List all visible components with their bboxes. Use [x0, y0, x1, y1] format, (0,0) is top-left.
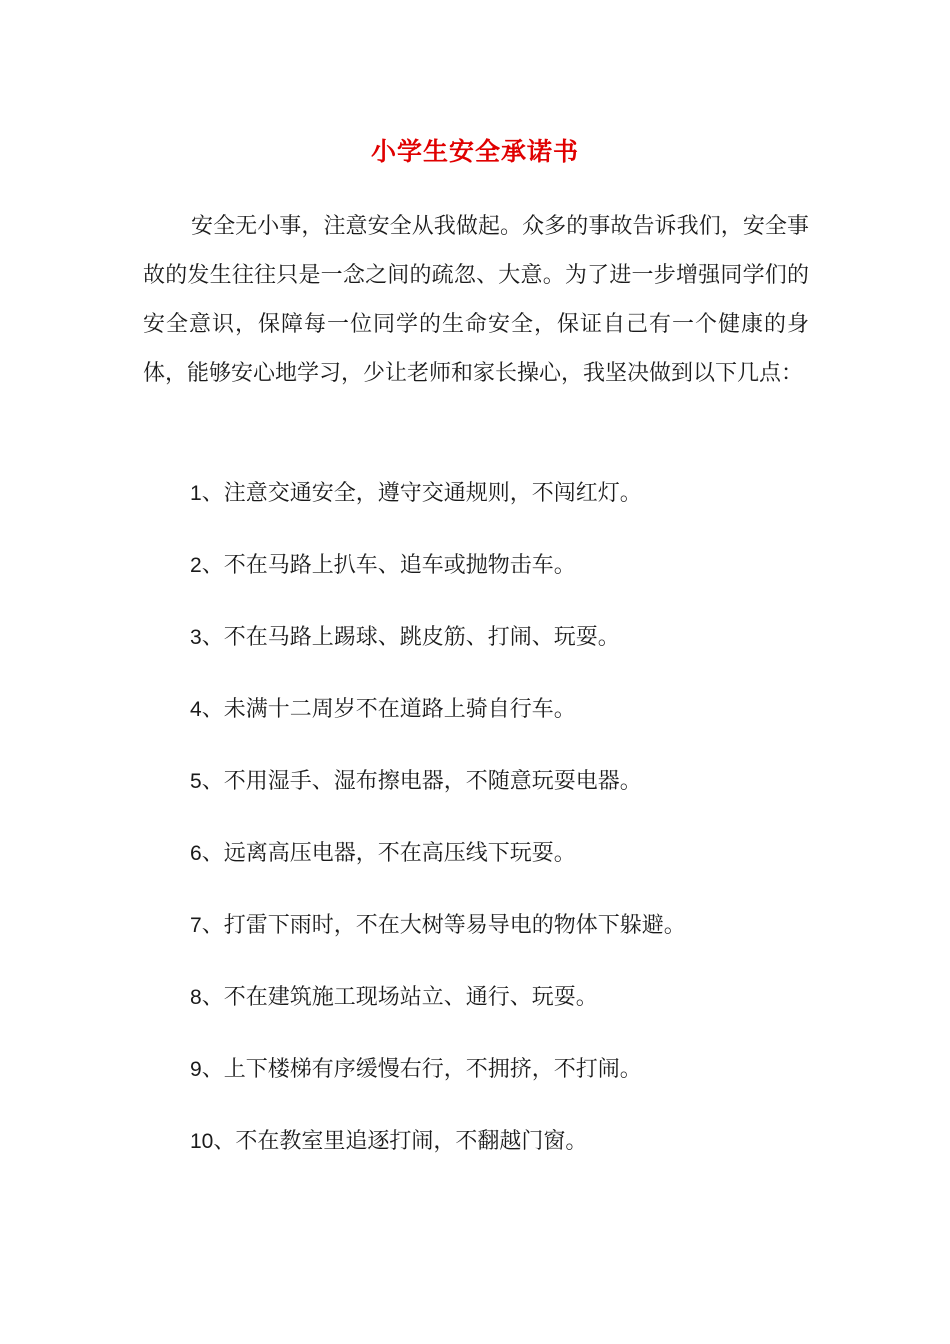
- pledge-item: [190, 1048, 830, 1120]
- document-title: 小学生安全承诺书: [370, 137, 579, 166]
- pledge-item: [190, 616, 830, 688]
- pledge-item-text: 、不在建筑施工现场站立、通行、玩耍。: [201, 985, 598, 1010]
- pledge-item-text: 、不用湿手、湿布擦电器，不随意玩耍电器。: [201, 769, 642, 794]
- pledge-item-text: 、远离高压电器，不在高压线下玩耍。: [201, 841, 576, 866]
- pledge-item: [190, 976, 830, 1048]
- pledge-item-text: 、不在教室里追逐打闹，不翻越门窗。: [213, 1129, 588, 1154]
- pledge-item-number: 2: [190, 554, 202, 577]
- pledge-item-text: 、不在马路上踢球、跳皮筋、打闹、玩耍。: [201, 625, 620, 650]
- pledge-item-number: 10: [190, 1130, 214, 1153]
- pledge-item-text: 、不在马路上扒车、追车或抛物击车。: [201, 553, 576, 578]
- pledge-item-text: 、注意交通安全，遵守交通规则，不闯红灯。: [201, 481, 642, 506]
- pledge-item: [190, 904, 830, 976]
- pledge-item-number: 7: [190, 914, 202, 937]
- intro-paragraph: 安全无小事，注意安全从我做起。众多的事故告诉我们，安全事故的发生往往只是一念之间的疏忽、大意。为了进一步增强同学们的安全意识，保障每一位同学的生命安全，保证自己有一个健康的身体，能够安心地学习，少让老师和家长操心，我坚决做到以下几点：: [143, 214, 809, 386]
- pledge-list: [190, 472, 830, 1192]
- pledge-item-number: 8: [190, 986, 202, 1009]
- pledge-item-number: 5: [190, 770, 202, 793]
- pledge-item: [190, 1120, 830, 1192]
- pledge-item-number: 1: [190, 482, 202, 505]
- pledge-item-number: 6: [190, 842, 202, 865]
- pledge-item-number: 9: [190, 1058, 202, 1081]
- pledge-item: [190, 544, 830, 616]
- pledge-item: [190, 760, 830, 832]
- pledge-item: [190, 832, 830, 904]
- pledge-item-text: 、上下楼梯有序缓慢右行，不拥挤，不打闹。: [201, 1057, 642, 1082]
- pledge-item-text: 、打雷下雨时，不在大树等易导电的物体下躲避。: [201, 913, 686, 938]
- pledge-item: [190, 472, 830, 544]
- pledge-item-text: 、未满十二周岁不在道路上骑自行车。: [201, 697, 576, 722]
- pledge-item-number: 4: [190, 698, 202, 721]
- pledge-item: [190, 688, 830, 760]
- pledge-item-number: 3: [190, 626, 202, 649]
